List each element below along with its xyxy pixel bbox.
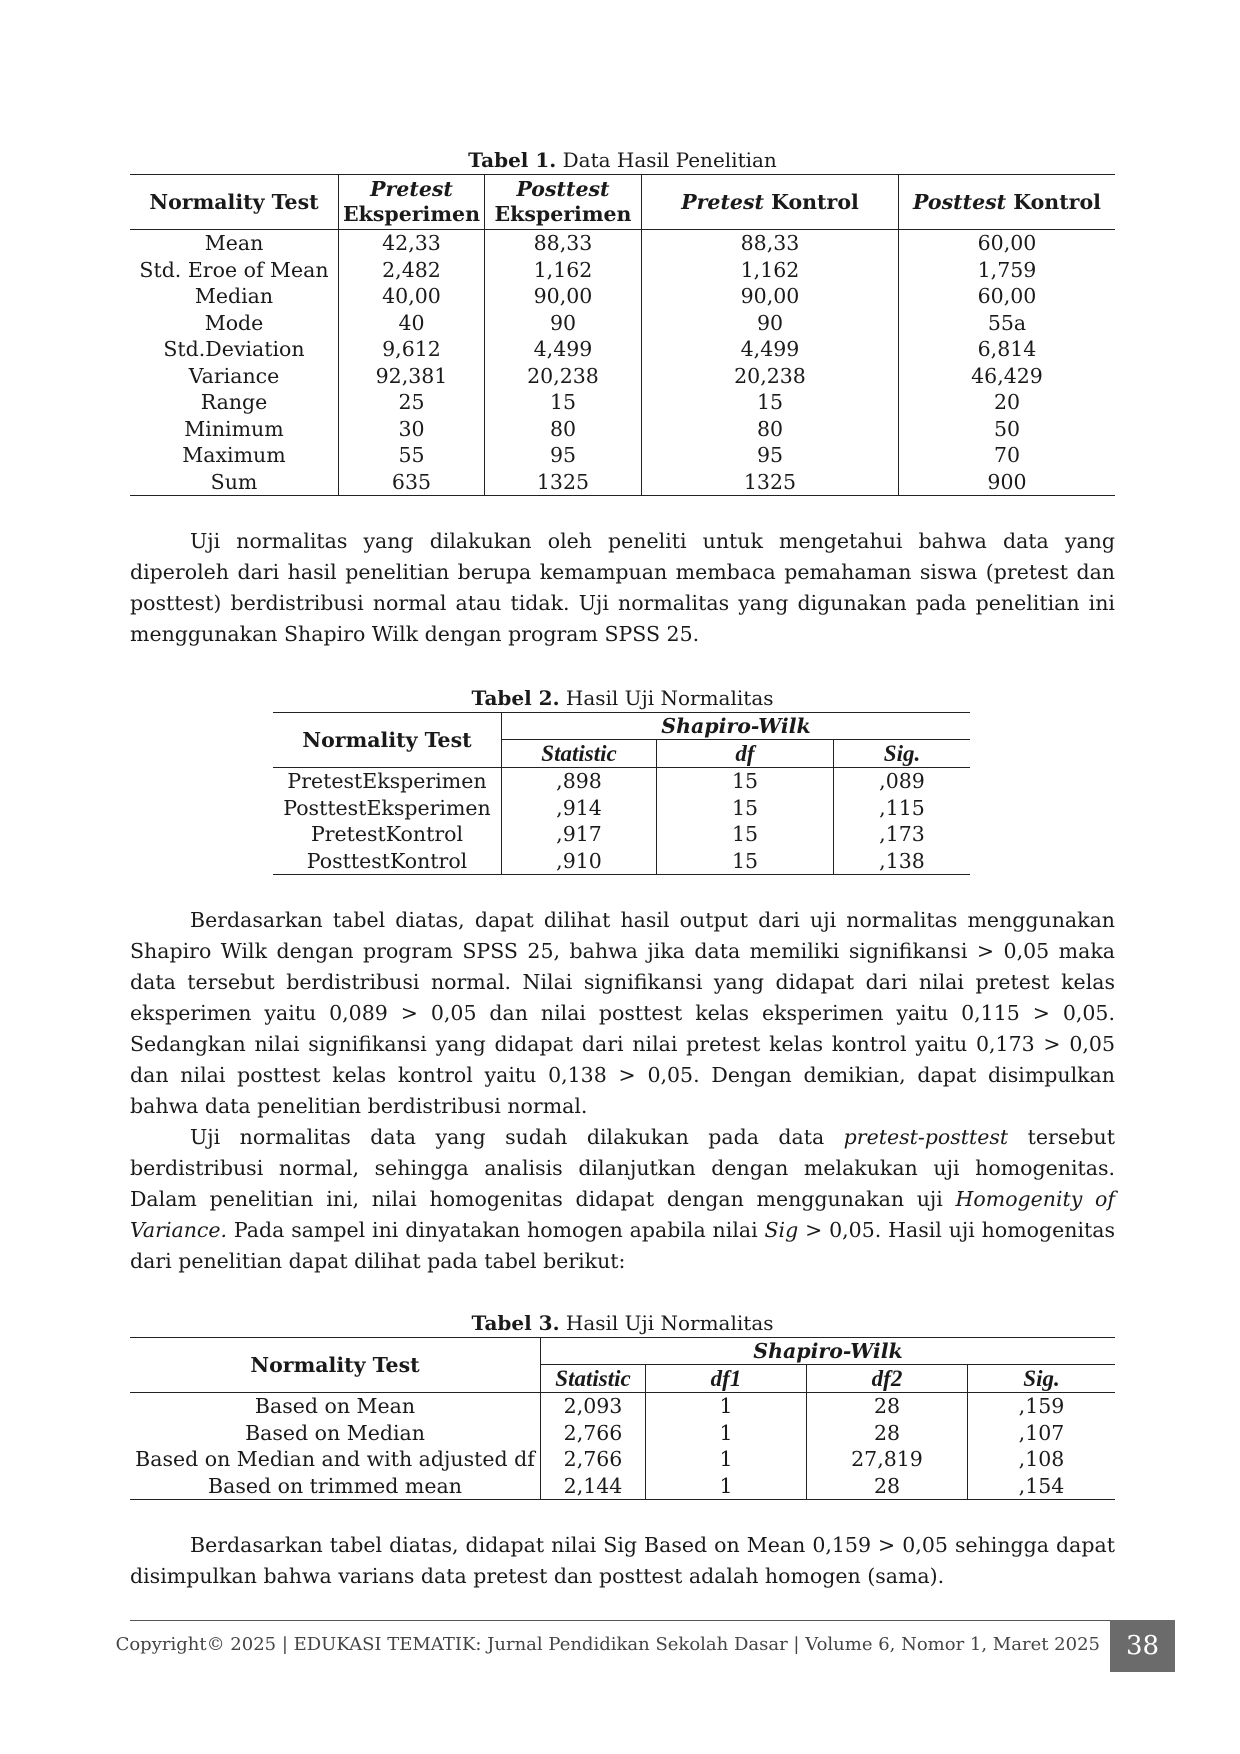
table3-row — [130, 1420, 1115, 1447]
table1-header-pretest2-label: Pretest — [681, 189, 764, 214]
table1-cell: 55 — [339, 442, 485, 469]
table3-cell: 1 — [646, 1446, 807, 1473]
table1-cell: 900 — [898, 469, 1115, 496]
table1-cell: 88,33 — [641, 230, 898, 257]
table1-cell: Median — [194, 284, 274, 308]
table2-row — [273, 768, 970, 795]
table3-cell: Based on Mean — [254, 1394, 416, 1418]
table2-cell: ,914 — [502, 795, 657, 822]
table2-cell: ,089 — [834, 768, 971, 795]
table3-header-df1: df1 — [646, 1365, 807, 1393]
table2-row — [273, 795, 970, 822]
table2-header-row — [273, 713, 970, 740]
table2-cell: 15 — [657, 821, 834, 848]
table3-header-normality: Normality Test — [130, 1338, 541, 1393]
paragraph-2: Berdasarkan tabel diatas, dapat dilihat hasil output dari uji normalitas menggunakan Shapiro Wilk dengan program SPSS 25, bahwa jika data memiliki signifikansi > 0,05 maka data tersebut berdistribusi normal. Nilai signifikansi yang didapat dari nilai pretest kelas eksperimen yaitu 0,089 > 0,05 dan nilai posttest kelas eksperimen yaitu 0,115 > 0,05. Sedangkan nilai signifikansi yang didapat dari nilai pretest kelas kontrol yaitu 0,173 > 0,05 dan nilai posttest kelas kontrol yaitu 0,138 > 0,05. Dengan demikian, dapat disimpulkan bahwa data penelitian berdistribusi normal. — [130, 908, 1115, 1118]
table1-cell: 20 — [898, 389, 1115, 416]
table1-cell: 40,00 — [339, 283, 485, 310]
table1-cell: 55a — [898, 310, 1115, 337]
paragraph-3-part-3: Pada sampel ini dinyatakan homogen apabila nilai — [227, 1218, 765, 1242]
table1-cell: Maximum — [182, 443, 286, 467]
paragraph-3 — [130, 1122, 1115, 1277]
table1-cell: 95 — [641, 442, 898, 469]
page-number: 38 — [1110, 1620, 1175, 1672]
table1-row — [130, 442, 1115, 469]
table1-header-row — [130, 175, 1115, 230]
table2-cell: 15 — [657, 768, 834, 795]
table2-cell: ,917 — [502, 821, 657, 848]
table3-header-row — [130, 1338, 1115, 1365]
table3-cell: ,154 — [968, 1473, 1116, 1500]
paragraph-3-part-4: > 0,05. Hasil uji homogenitas dari penelitian dapat dilihat pada tabel berikut: — [130, 1218, 1115, 1273]
table3-cell: 28 — [807, 1473, 968, 1500]
table1-cell: 90 — [484, 310, 641, 337]
table3-cell: Based on Median and with adjusted df — [135, 1447, 535, 1471]
table1-cell: 90 — [641, 310, 898, 337]
table1 — [130, 174, 1115, 496]
table3-header-shapiro-wilk: Shapiro-Wilk — [541, 1338, 1116, 1365]
table2-cell: PosttestKontrol — [306, 848, 468, 873]
table1-cell: Std.Deviation — [163, 337, 305, 361]
page-content — [130, 148, 1115, 1592]
table1-cell: 15 — [641, 389, 898, 416]
table1-cell: 1325 — [484, 469, 641, 496]
table1-caption-text: Data Hasil Penelitian — [556, 148, 777, 172]
table1-cell: Variance — [188, 363, 280, 388]
table2-cell: ,910 — [502, 848, 657, 875]
table1-cell: Mode — [204, 310, 264, 335]
table2-header-df: df — [657, 740, 834, 768]
table3-header-df2: df2 — [807, 1365, 968, 1393]
table3-cell: 1 — [646, 1420, 807, 1447]
table1-cell: 1,162 — [641, 257, 898, 284]
table3 — [130, 1337, 1115, 1500]
table1-cell: 42,33 — [339, 230, 485, 257]
table3-cell: ,107 — [968, 1420, 1116, 1447]
table2-cell: PosttestEksperimen — [283, 795, 491, 820]
table2 — [273, 712, 970, 875]
table1-cell: 635 — [339, 469, 485, 496]
table1-cell: 15 — [484, 389, 641, 416]
footer-copyright: Copyright© 2025 | EDUKASI TEMATIK: Jurnal Pendidikan Sekolah Dasar | Volume 6, Nomor 1, Maret 2025 — [115, 1634, 1100, 1655]
table1-cell: 90,00 — [484, 283, 641, 310]
paragraph-3-italic-1: pretest-posttest — [843, 1125, 1009, 1149]
table1-row — [130, 230, 1115, 257]
table1-row — [130, 389, 1115, 416]
table3-row — [130, 1393, 1115, 1420]
table1-cell: Mean — [204, 231, 264, 255]
table1-row — [130, 283, 1115, 310]
table1-row — [130, 336, 1115, 363]
table1-cell: 60,00 — [898, 283, 1115, 310]
table2-cell: ,115 — [834, 795, 971, 822]
paragraph-3-italic-3: Sig — [764, 1218, 799, 1242]
table3-header-sig: Sig. — [968, 1365, 1116, 1393]
table3-cell: 28 — [807, 1393, 968, 1420]
table3-cell: 2,093 — [541, 1393, 646, 1420]
table1-cell: 30 — [339, 416, 485, 443]
table1-cell: 20,238 — [641, 363, 898, 390]
table2-cell: ,173 — [834, 821, 971, 848]
paragraph-3-part-1: Uji normalitas data yang sudah dilakukan pada data — [190, 1125, 844, 1149]
table1-header-normality: Normality Test — [130, 175, 339, 230]
paragraph-4: Berdasarkan tabel diatas, didapat nilai Sig Based on Mean 0,159 > 0,05 sehingga dapat disimpulkan bahwa varians data pretest dan posttest adalah homogen (sama). — [130, 1533, 1115, 1588]
table1-cell: 9,612 — [339, 336, 485, 363]
paragraph-3-italic-2: Homogenity of Variance. — [130, 1187, 1115, 1242]
table1-cell: 4,499 — [484, 336, 641, 363]
table1-header-posttest2-label: Posttest — [913, 189, 1007, 214]
table1-header-kontrol-label: Kontrol — [763, 189, 859, 214]
table1-caption-label: Tabel 1. — [468, 148, 557, 172]
table2-header-shapiro-wilk: Shapiro-Wilk — [502, 713, 971, 740]
table1-header-eksperimen-label: Eksperimen — [343, 202, 480, 226]
table3-cell: 2,766 — [541, 1420, 646, 1447]
table1-cell: 80 — [484, 416, 641, 443]
table3-caption-label: Tabel 3. — [471, 1311, 560, 1335]
table2-cell: PretestEksperimen — [287, 769, 487, 793]
table2-caption-text: Hasil Uji Normalitas — [559, 686, 774, 710]
table2-cell: 15 — [657, 848, 834, 875]
table3-header-statistic: Statistic — [541, 1365, 646, 1393]
table3-cell: Based on trimmed mean — [208, 1473, 462, 1498]
table1-header-pretest-label: Pretest — [370, 177, 453, 201]
table1-cell: 20,238 — [484, 363, 641, 390]
paragraph-3-part-2: tersebut berdistribusi normal, sehingga analisis dilanjutkan dengan melakukan uji homogenitas. Dalam penelitian ini, nilai homogenitas didapat dengan menggunakan uji — [130, 1125, 1115, 1211]
table1-body — [130, 230, 1115, 496]
table1-cell: Std. Eroe of Mean — [139, 257, 329, 282]
table1-row — [130, 469, 1115, 496]
table1-cell: 90,00 — [641, 283, 898, 310]
table3-cell: 28 — [807, 1420, 968, 1447]
table1-cell: 1325 — [641, 469, 898, 496]
table2-cell: ,138 — [834, 848, 971, 875]
table1-row — [130, 363, 1115, 390]
table3-caption-text: Hasil Uji Normalitas — [559, 1311, 774, 1335]
table1-cell: Range — [200, 390, 268, 414]
table2-header-normality: Normality Test — [273, 713, 502, 768]
table3-row — [130, 1473, 1115, 1500]
table2-cell: ,898 — [502, 768, 657, 795]
table1-cell: Sum — [210, 469, 258, 494]
table1-cell: 46,429 — [898, 363, 1115, 390]
table1-cell: 88,33 — [484, 230, 641, 257]
table2-header-statistic: Statistic — [502, 740, 657, 768]
table1-cell: 6,814 — [898, 336, 1115, 363]
table1-cell: 4,499 — [641, 336, 898, 363]
table1-cell: 70 — [898, 442, 1115, 469]
table1-cell: 40 — [339, 310, 485, 337]
table2-caption — [130, 686, 1115, 710]
table2-row — [273, 821, 970, 848]
table1-cell: 25 — [339, 389, 485, 416]
table1-cell: 95 — [484, 442, 641, 469]
table3-cell: 1 — [646, 1473, 807, 1500]
table3-body — [130, 1393, 1115, 1500]
table1-cell: 60,00 — [898, 230, 1115, 257]
table2-cell: 15 — [657, 795, 834, 822]
table1-cell: 80 — [641, 416, 898, 443]
paragraph-1: Uji normalitas yang dilakukan oleh peneliti untuk mengetahui bahwa data yang diperoleh dari hasil penelitian berupa kemampuan membaca pemahaman siswa (pretest dan posttest) berdistribusi normal atau tidak. Uji normalitas yang digunakan pada penelitian ini menggunakan Shapiro Wilk dengan program SPSS 25. — [130, 529, 1115, 646]
table2-row — [273, 848, 970, 875]
table3-cell: 1 — [646, 1393, 807, 1420]
table3-caption — [130, 1311, 1115, 1335]
table3-cell: ,159 — [968, 1393, 1116, 1420]
table2-cell: PretestKontrol — [310, 822, 464, 846]
table1-cell: 50 — [898, 416, 1115, 443]
table1-header-pretest-eksperimen — [339, 175, 485, 230]
table1-row — [130, 416, 1115, 443]
table1-header-posttest-eksperimen — [484, 175, 641, 230]
table1-caption — [130, 148, 1115, 172]
table1-cell: Minimum — [184, 416, 284, 441]
table1-cell: 2,482 — [339, 257, 485, 284]
footer-divider — [130, 1620, 1175, 1621]
table2-caption-label: Tabel 2. — [471, 686, 560, 710]
table1-header-kontrol2-label: Kontrol — [1006, 189, 1101, 214]
table1-header-pretest-kontrol — [641, 175, 898, 230]
table1-cell: 1,162 — [484, 257, 641, 284]
table3-row — [130, 1446, 1115, 1473]
table3-cell: Based on Median — [245, 1420, 425, 1445]
table1-header-posttest-label: Posttest — [516, 177, 610, 201]
table3-cell: ,108 — [968, 1446, 1116, 1473]
table3-cell: 27,819 — [807, 1446, 968, 1473]
table3-cell: 2,144 — [541, 1473, 646, 1500]
table1-row — [130, 257, 1115, 284]
table1-header-eksperimen2-label: Eksperimen — [494, 202, 632, 226]
table2-body — [273, 768, 970, 875]
table2-header-sig: Sig. — [834, 740, 971, 768]
table1-row — [130, 310, 1115, 337]
table1-cell: 92,381 — [339, 363, 485, 390]
table1-cell: 1,759 — [898, 257, 1115, 284]
table3-cell: 2,766 — [541, 1446, 646, 1473]
table1-header-posttest-kontrol — [898, 175, 1115, 230]
